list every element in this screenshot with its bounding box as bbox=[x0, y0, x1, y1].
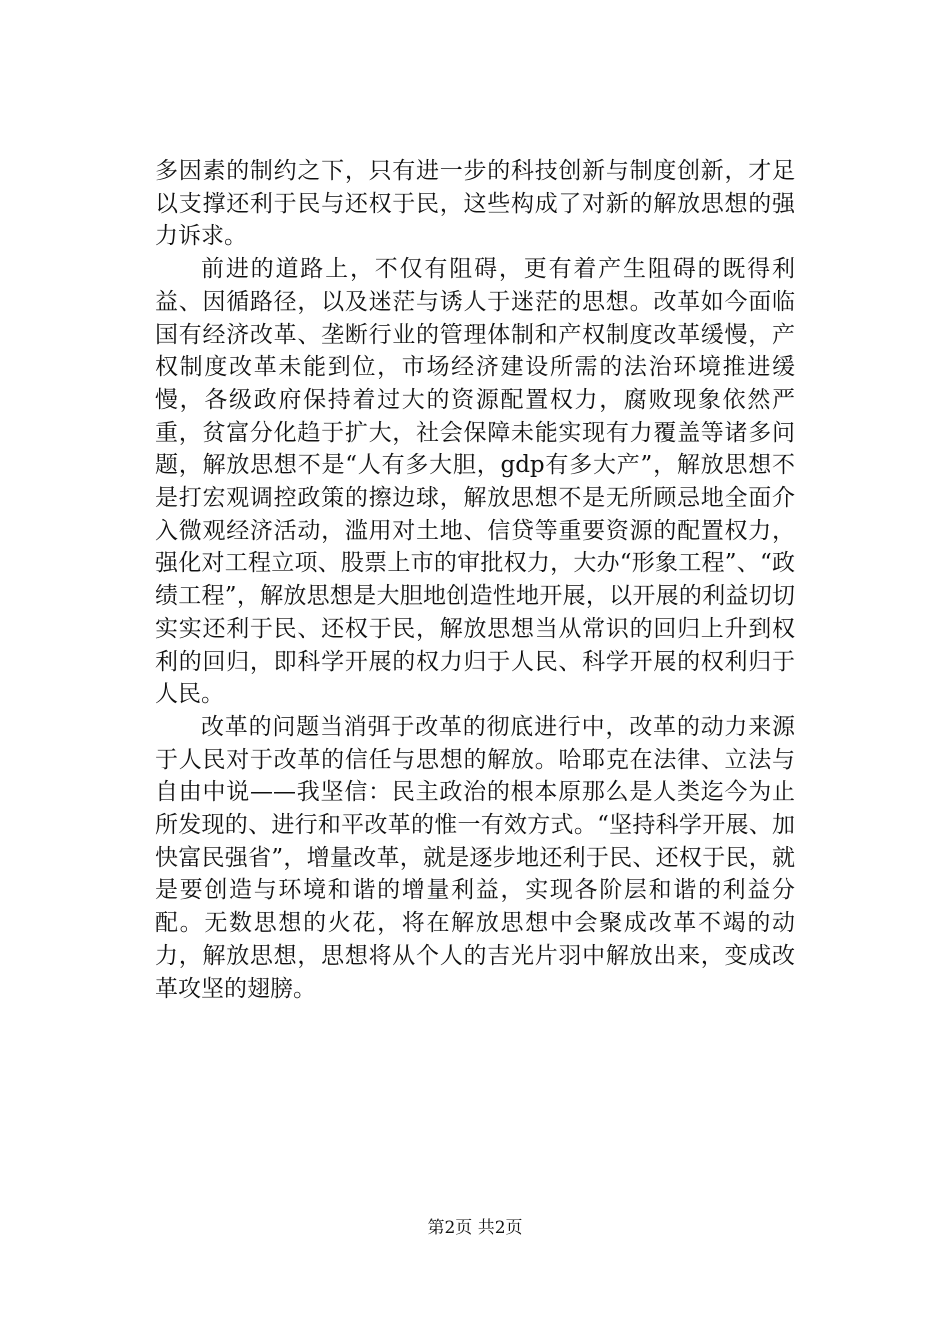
document-body bbox=[155, 155, 795, 1005]
page-footer: 第2页 共2页 bbox=[427, 1218, 523, 1238]
paragraph: 前进的道路上，不仅有阻碍，更有着产生阻碍的既得利益、因循路径，以及迷茫与诱人于迷茫的思想。改革如今面临国有经济改革、垄断行业的管理体制和产权制度改革缓慢，产权制度改革未能到位，市场经济建设所需的法治环境推进缓慢，各级政府保持着过大的资源配置权力，腐败现象依然严重，贫富分化趋于扩大，社会保障未能实现有力覆盖等诸多问题，解放思想不是“人有多大胆，gdp有多大产”，解放思想不是打宏观调控政策的擦边球，解放思想不是无所顾忌地全面介入微观经济活动，滥用对土地、信贷等重要资源的配置权力，强化对工程立项、股票上市的审批权力，大办“形象工程”、“政绩工程”，解放思想是大胆地创造性地开展，以开展的利益切切实实还利于民、还权于民，解放思想当从常识的回归上升到权利的回归，即科学开展的权力归于人民、科学开展的权利归于人民。 bbox=[155, 256, 795, 708]
paragraph-continuation: 多因素的制约之下，只有进一步的科技创新与制度创新，才足以支撑还利于民与还权于民，这些构成了对新的解放思想的强力诉求。 bbox=[155, 158, 795, 250]
paragraph: 改革的问题当消弭于改革的彻底进行中，改革的动力来源于人民对于改革的信任与思想的解放。哈耶克在法律、立法与自由中说——我坚信：民主政治的根本原那么是人类迄今为止所发现的、进行和平改革的惟一有效方式。“坚持科学开展、加快富民强省”，增量改革，就是逐步地还利于民、还权于民，就是要创造与环境和谐的增量利益，实现各阶层和谐的利益分配。无数思想的火花，将在解放思想中会聚成改革不竭的动力，解放思想，思想将从个人的吉光片羽中解放出来，变成改革攻坚的翅膀。 bbox=[155, 713, 795, 1002]
